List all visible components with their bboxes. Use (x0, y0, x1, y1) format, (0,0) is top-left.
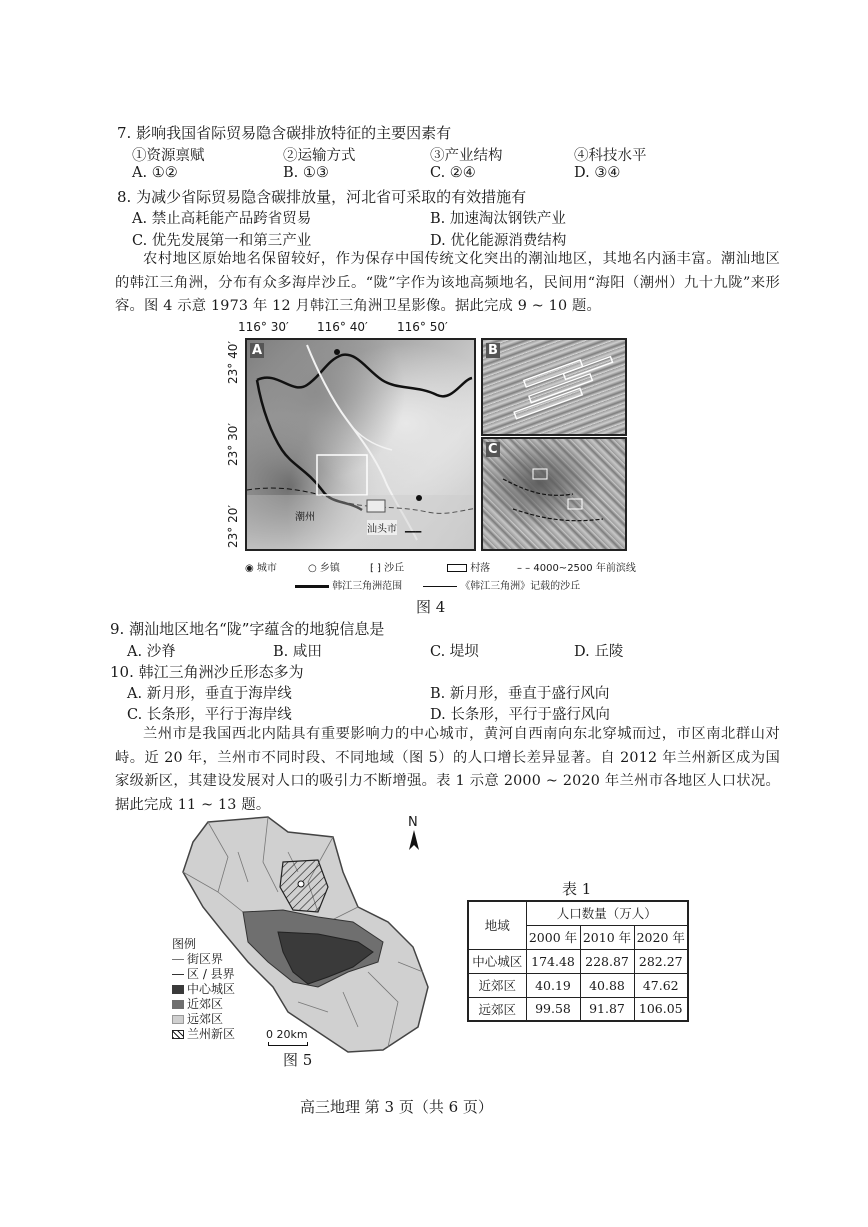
table-row (468, 973, 688, 997)
header-region: 地域 (468, 901, 526, 949)
table-row (468, 997, 688, 1021)
table-1-title: 表 1 (562, 880, 592, 898)
q8-stem: 8. 为减少省际贸易隐含碳排放量，河北省可采取的有效措施有 (117, 188, 527, 206)
place-label-shantou: 汕头市 (367, 520, 397, 535)
cell-value: 40.88 (580, 973, 634, 997)
cell-value: 91.87 (580, 997, 634, 1021)
svg-text:━━━: ━━━ (405, 528, 422, 538)
legend-center-label: 中心城区 (187, 982, 236, 996)
lon-tick-1: 116° 30′ (238, 320, 289, 334)
delta-outline (247, 340, 476, 551)
q9-option-c[interactable]: C. 堤坝 (430, 644, 479, 660)
q10-stem: 10. 韩江三角洲沙丘形态多为 (110, 663, 304, 681)
q9-stem: 9. 潮汕地区地名“陇”字蕴含的地貌信息是 (110, 620, 385, 638)
population-table (467, 900, 689, 1022)
cell-value: 228.87 (580, 949, 634, 973)
cell-value: 47.62 (634, 973, 688, 997)
north-label: N (408, 815, 418, 830)
legend-district-label: 区 / 县界 (187, 967, 235, 981)
legend-village-label: 村落 (470, 563, 491, 574)
q8-option-a[interactable]: A. 禁止高耗能产品跨省贸易 (132, 211, 312, 227)
cell-value: 282.27 (634, 949, 688, 973)
legend-village (447, 559, 490, 574)
legend-far-label: 远郊区 (187, 1012, 224, 1026)
legend-city-label: 城市 (256, 563, 277, 574)
header-year-2000: 2000 年 (526, 925, 580, 949)
lat-tick-1: 23° 40′ (226, 340, 240, 384)
legend-center (172, 982, 235, 997)
panel-label-b: B (488, 343, 498, 358)
legend-shoreline-label: 4000~2500 年前滨线 (533, 563, 636, 574)
satellite-panel-a (245, 338, 476, 551)
q10-option-a[interactable]: A. 新月形，垂直于海岸线 (127, 686, 292, 702)
place-label-chaozhou: 潮州 (295, 512, 315, 523)
q7-item-1: ①资源禀赋 (132, 148, 205, 164)
dune-detail-c (483, 439, 627, 551)
legend-shoreline: – – 4000~2500 年前滨线 (517, 563, 636, 574)
legend-new-area-label: 兰州新区 (187, 1027, 236, 1041)
q9-option-b[interactable]: B. 咸田 (273, 644, 322, 660)
legend-new-area (172, 1027, 235, 1042)
row-name: 中心城区 (468, 949, 526, 973)
q10-option-d[interactable]: D. 长条形，平行于盛行风向 (430, 707, 610, 723)
q7-stem: 7. 影响我国省际贸易隐含碳排放特征的主要因素有 (117, 124, 452, 142)
satellite-panel-b (481, 338, 627, 436)
scale-bar-label: 0 20km (266, 1028, 308, 1041)
legend-far (172, 1012, 235, 1027)
legend-town: ○ 乡镇 (308, 563, 340, 574)
cell-value: 174.48 (526, 949, 580, 973)
table-row (468, 949, 688, 973)
passage-lanzhou: 兰州市是我国西北内陆具有重要影响力的中心城市，黄河自西南向东北穿城而过，市区南北群山对峙。近 20 年，兰州市不同时段、不同地域（图 5）的人口增长差异显著。自 2012 年兰州新区成为国家级新区，其建设发展对人口的吸引力不断增强。表 1 示意 2000 ~ 2020 年兰州市各地区人口状况。据此完成 11 ~ 13 题。 (115, 726, 780, 813)
legend-delta-range (295, 577, 402, 592)
legend-delta-range-label: 韩江三角洲范围 (332, 581, 403, 592)
lat-tick-3: 23° 20′ (226, 504, 240, 548)
q8-option-b[interactable]: B. 加速淘汰钢铁产业 (430, 211, 566, 227)
q7-option-a[interactable]: A. ①② (132, 165, 178, 181)
legend-district-boundary (172, 967, 235, 982)
q8-option-c[interactable]: C. 优先发展第一和第三产业 (132, 233, 312, 249)
legend-near (172, 997, 235, 1012)
q9-option-d[interactable]: D. 丘陵 (574, 644, 624, 660)
q8-option-d[interactable]: D. 优化能源消费结构 (430, 233, 567, 249)
header-year-2020: 2020 年 (634, 925, 688, 949)
passage-chaoshan: 农村地区原始地名保留较好，作为保存中国传统文化突出的潮汕地区，其地名内涵丰富。潮汕地区的韩江三角洲，分布有众多海岸沙丘。“陇”字作为该地高频地名，民间用“海阳（潮州）九十九陇”来形容。图 4 示意 1973 年 12 月韩江三角洲卫星影像。据此完成 9 ~ 10 题。 (115, 251, 780, 314)
q7-item-3: ③产业结构 (430, 148, 503, 164)
figure-5-legend (172, 937, 235, 1042)
q7-option-c[interactable]: C. ②④ (430, 165, 476, 181)
legend-near-label: 近郊区 (187, 997, 224, 1011)
legend-town-label: 乡镇 (319, 563, 340, 574)
q7-option-b[interactable]: B. ①③ (283, 165, 329, 181)
lon-tick-2: 116° 40′ (317, 320, 368, 334)
legend-recorded-dune (423, 577, 580, 592)
cell-value: 99.58 (526, 997, 580, 1021)
q10-option-b[interactable]: B. 新月形，垂直于盛行风向 (430, 686, 610, 702)
header-population: 人口数量（万人） (526, 901, 688, 925)
legend-title: 图例 (172, 937, 197, 951)
panel-label-c: C (488, 442, 498, 457)
north-arrow-shape (408, 830, 420, 852)
legend-dune: ⁅ ⁆ 沙丘 (370, 563, 405, 574)
q7-item-2: ②运输方式 (283, 148, 356, 164)
legend-city: ◉ 城市 (245, 563, 277, 574)
lon-tick-3: 116° 50′ (397, 320, 448, 334)
dune-detail-b (483, 340, 627, 436)
row-name: 近郊区 (468, 973, 526, 997)
page-footer: 高三地理 第 3 页（共 6 页） (300, 1098, 493, 1116)
row-name: 远郊区 (468, 997, 526, 1021)
header-year-2010: 2010 年 (580, 925, 634, 949)
legend-street-label: 街区界 (187, 952, 224, 966)
figure-4-caption: 图 4 (416, 598, 446, 616)
figure-5-caption: 图 5 (283, 1051, 313, 1069)
q9-option-a[interactable]: A. 沙脊 (127, 644, 176, 660)
legend-recorded-dune-label: 《韩江三角洲》记载的沙丘 (460, 581, 581, 592)
cell-value: 106.05 (634, 997, 688, 1021)
north-arrow-icon (408, 815, 418, 830)
scale-bar (268, 1042, 308, 1046)
panel-label-a: A (252, 343, 263, 358)
q7-option-d[interactable]: D. ③④ (574, 165, 621, 181)
satellite-panel-c (481, 437, 627, 551)
q10-option-c[interactable]: C. 长条形，平行于海岸线 (127, 707, 292, 723)
cell-value: 40.19 (526, 973, 580, 997)
lat-tick-2: 23° 30′ (226, 422, 240, 466)
legend-dune-label: 沙丘 (384, 563, 405, 574)
legend-street-boundary (172, 952, 235, 967)
q7-item-4: ④科技水平 (574, 148, 647, 164)
